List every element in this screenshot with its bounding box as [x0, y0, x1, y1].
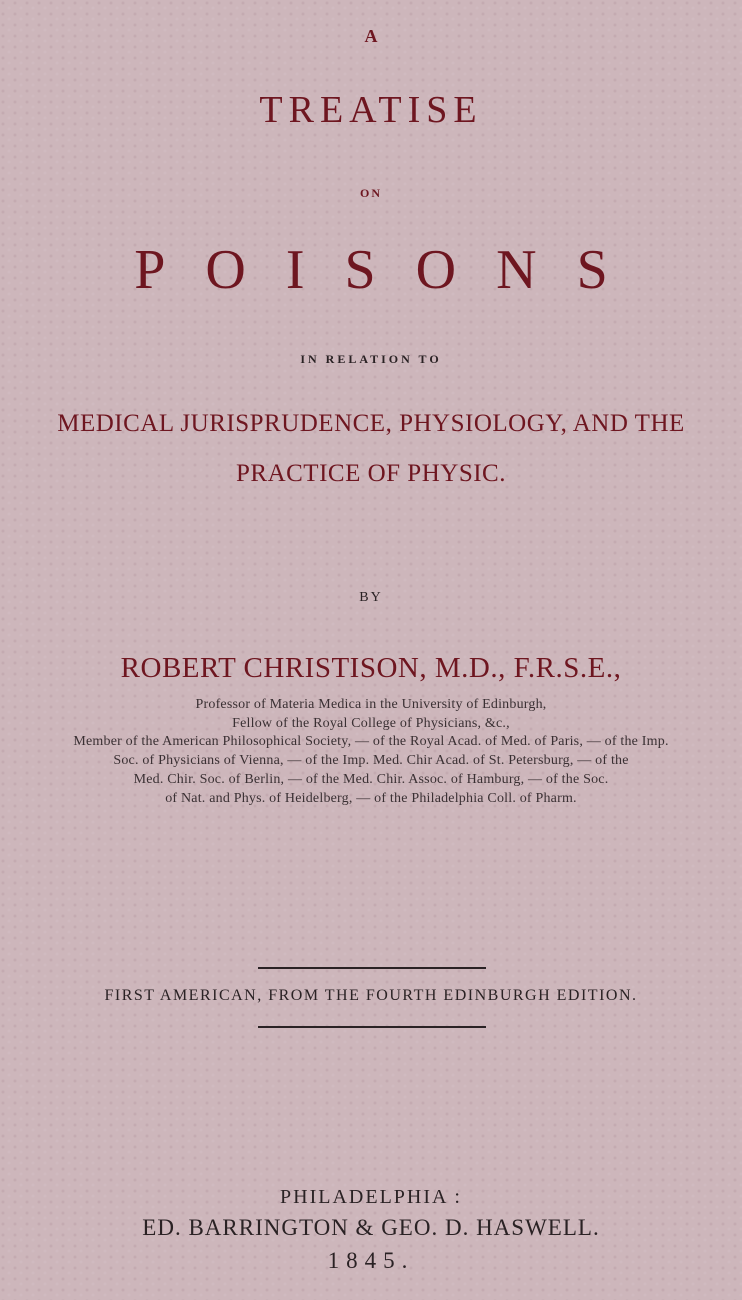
poisons-letter: I	[285, 239, 305, 301]
author-credential: Med. Chir. Soc. of Berlin, — of the Med. Chir. Assoc. of Hamburg, — of the Soc.	[133, 772, 609, 787]
imprint-year: 1845.	[327, 1248, 415, 1273]
subject-line-1: MEDICAL JURISPRUDENCE, PHYSIOLOGY, AND THE	[57, 410, 685, 437]
imprint-city: PHILADELPHIA :	[280, 1186, 462, 1208]
divider-rule-bottom	[258, 1026, 486, 1028]
poisons-letter: S	[576, 239, 608, 301]
author-credential: Professor of Materia Medica in the University of Edinburgh,	[195, 697, 547, 712]
poisons-letter: O	[415, 239, 457, 301]
author-credential: Fellow of the Royal College of Physicians, &c.,	[232, 716, 510, 731]
author-name: ROBERT CHRISTISON, M.D., F.R.S.E.,	[120, 652, 622, 684]
divider-rule-top	[258, 967, 486, 969]
author-credential: Member of the American Philosophical Society, — of the Royal Acad. of Med. of Paris, — of the Imp.	[73, 734, 669, 749]
title-on: ON	[360, 186, 382, 200]
title-article: A	[364, 26, 378, 46]
poisons-letter: S	[344, 239, 376, 301]
by-line: BY	[359, 590, 383, 605]
author-credential: Soc. of Physicians of Vienna, — of the Imp. Med. Chir Acad. of St. Petersburg, — of the	[113, 753, 629, 768]
subject-line-2: PRACTICE OF PHYSIC.	[236, 460, 506, 487]
title-treatise: TREATISE	[259, 89, 483, 131]
author-credential: of Nat. and Phys. of Heidelberg, — of the Philadelphia Coll. of Pharm.	[165, 791, 577, 806]
poisons-letter: O	[205, 239, 246, 301]
poisons-letter: P	[134, 239, 166, 301]
title-poisons	[0, 238, 742, 302]
title-relation: IN RELATION TO	[300, 352, 442, 366]
poisons-letter: N	[496, 239, 537, 301]
edition-line: FIRST AMERICAN, FROM THE FOURTH EDINBURGH EDITION.	[104, 987, 638, 1004]
imprint-publisher: ED. BARRINGTON & GEO. D. HASWELL.	[142, 1215, 600, 1240]
